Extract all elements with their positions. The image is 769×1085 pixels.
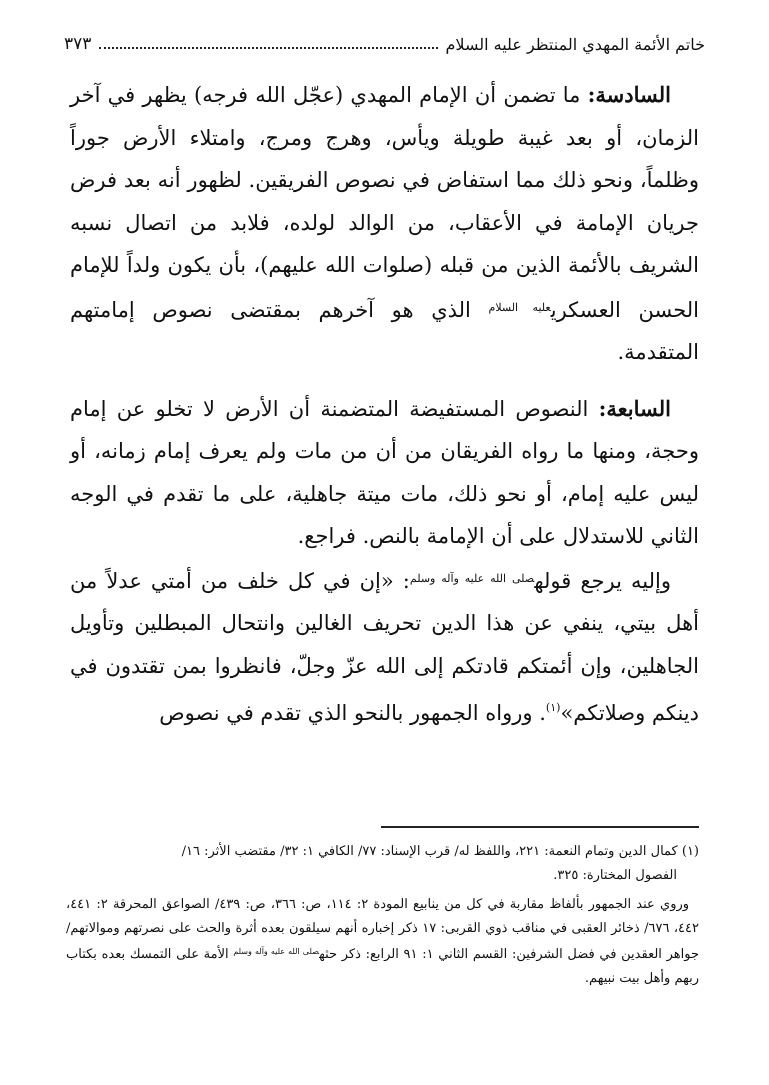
- footnote-2: [66, 893, 699, 990]
- main-text: [70, 74, 699, 735]
- footnote-1-main: (١) كمال الدين وتمام النعمة: ٢٢١، واللفظ له/ قرب الإسناد: ٧٧/ الكافي ١: ٣٢/ مقتضب الأثر: ١٦/: [181, 844, 699, 859]
- running-header: [64, 30, 705, 54]
- hadith-text-start: وإليه يرجع قوله: [534, 568, 671, 593]
- paragraph-hadith: [70, 558, 699, 735]
- sixth-honorific: عليه السلام: [488, 300, 551, 314]
- hadith-text-end: . ورواه الجمهور بالنحو الذي تقدم في نصوص: [159, 701, 546, 725]
- sixth-text-end: الذي هو آخرهم بمقتضى نصوص إمامتهم المتقدمة.: [70, 297, 699, 364]
- paragraph-sixth: [70, 74, 699, 374]
- footnote-2-start: وروي عند الجمهور بألفاظ مقاربة في كل من ينابيع المودة ٢: ١١٤، ص: ٣٦٦، ص: ٤٣٩/ الصواعق المحرقة ٢: ٤٤١، ٤٤٢، ٦٧٦/ ذخائر العقبى في مناقب ذوي القربى: ١٧ ذكر إخباره أنهم سيلقون بعده أثرة والحث على نصرتهم وموالاتهم/ جواهر العقدين في فضل الشرفين: القسم الثاني ١: ٩١ الرابع: ذكر حثه: [66, 897, 700, 962]
- page-number: ٣٧٣: [64, 34, 92, 54]
- footnote-1-continuation: الفصول المختارة: ٣٢٥.: [553, 867, 677, 883]
- footnotes: [66, 840, 699, 990]
- seventh-lead: السابعة:: [598, 395, 671, 421]
- paragraph-seventh: [70, 388, 699, 558]
- sixth-text: ما تضمن أن الإمام المهدي (عجّل الله فرجه) يظهر في آخر الزمان، أو بعد غيبة طويلة ويأس، وهرج ومرج، وامتلاء الأرض جوراً وظلماً، ونحو ذلك مما استفاض في نصوص الفريقين. لظهور أنه بعد فرض جريان الإمامة في الأعقاب، من الوالد لولده، فلابد من اتصال نسبه الشريف بالأئمة الذين من قبله (صلوات الله عليهم)، بأن يكون ولداً للإمام الحسن العسكري: [70, 83, 699, 322]
- seventh-text: النصوص المستفيضة المتضمنة أن الأرض لا تخلو عن إمام وحجة، ومنها ما رواه الفريقان من أن من مات ولم يعرف إمام زمانه، أو ليس عليه إمام، أو نحو ذلك، مات ميتة جاهلية، على ما تقدم في الوجه الثاني للاستدلال على أن الإمامة بالنص. فراجع.: [70, 396, 699, 548]
- footnote-separator: [381, 826, 699, 828]
- header-leader-dots: [99, 47, 437, 49]
- footnote-reference: (١): [545, 701, 561, 714]
- footnote-2-honorific: صلى الله عليه وآله وسلم: [233, 947, 320, 956]
- sixth-lead: السادسة:: [587, 82, 671, 107]
- hadith-honorific: صلى الله عليه وآله وسلم: [409, 571, 535, 585]
- hadith-text: : «إن في كل خلف من أمتي عدلاً من أهل بيتي، ينفي عن هذا الدين تحريف الغالين وانتحال المبطلين وتأويل الجاهلين، وإن أئمتكم قادتكم إلى الله عزّ وجلّ، فانظروا بمن تقتدون في دينكم وصلاتكم»: [70, 568, 699, 725]
- header-title: خاتم الأئمة المهدي المنتظر عليه السلام: [445, 35, 705, 54]
- footnote-2-end: الأمة على التمسك بعده بكتاب ربهم وأهل بيت نبيهم.: [66, 947, 699, 986]
